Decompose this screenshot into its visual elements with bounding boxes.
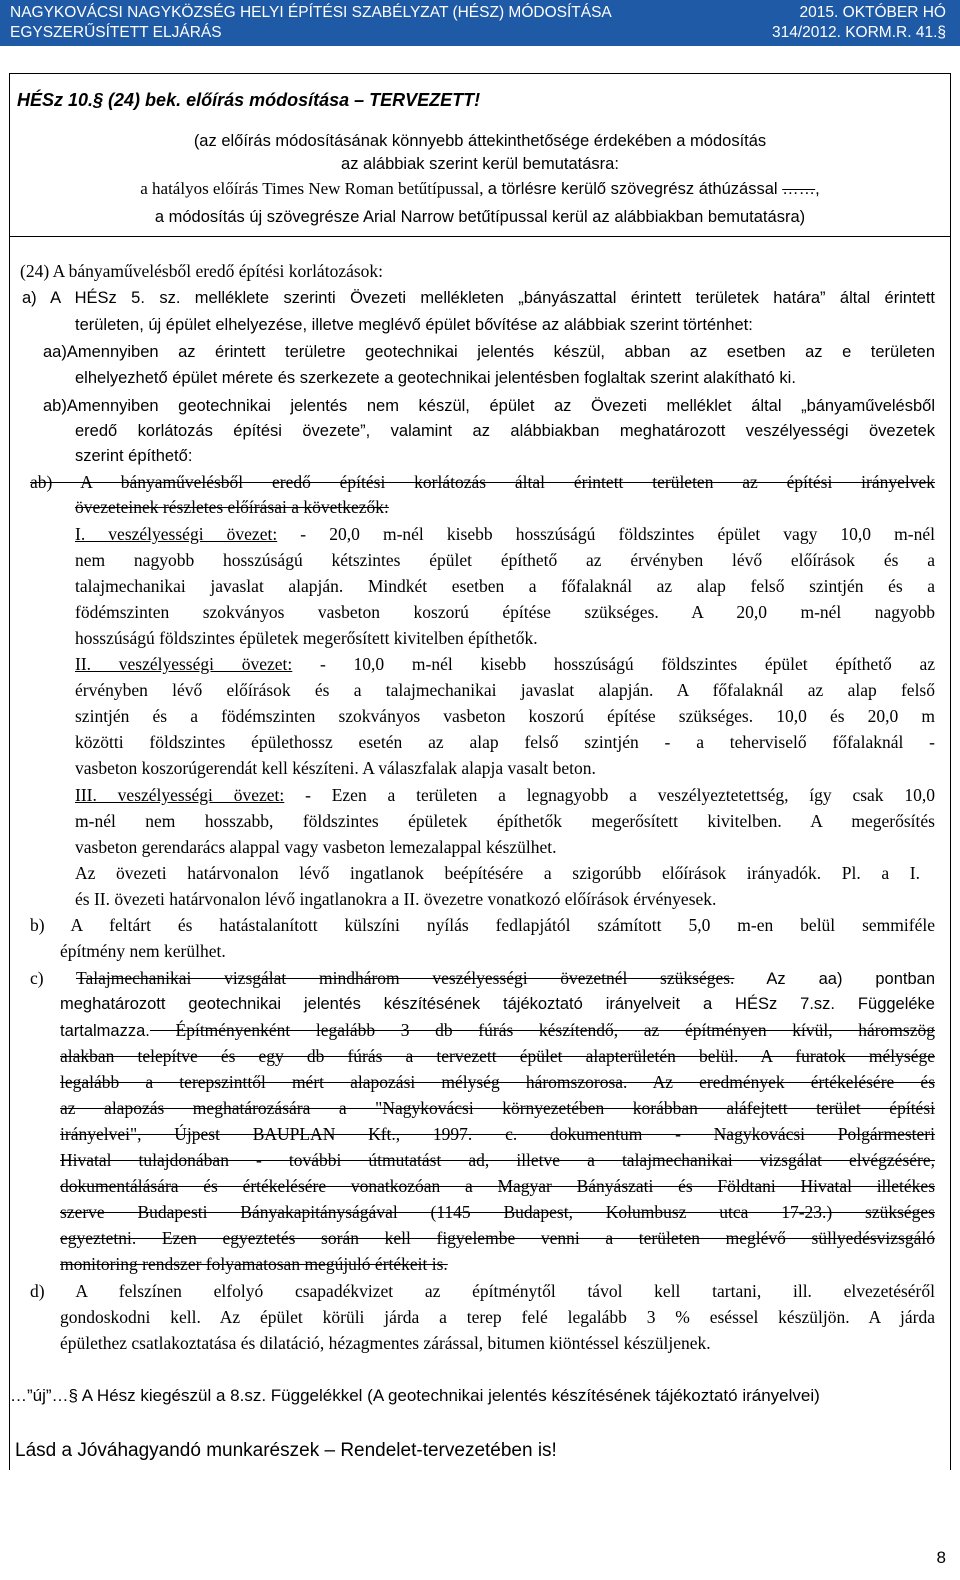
zone-1-line-4: födémszinten szokványos vasbeton koszorú építése szükséges. A 20,0 m-nél nagyobb: [75, 602, 935, 622]
border-rule-line-1: Az övezeti határvonalon lévő ingatlanok beépítésére a szigorúbb előírások irányadók. Pl. a I.: [75, 863, 920, 883]
intro-line-1: (az előírás módosításának könnyebb áttekinthetősége érdekében a módosítás: [193, 132, 767, 150]
border-rule-line-2: és II. övezeti határvonalon lévő ingatlanokra a II. övezetre vonatkozó előírások érvényesek.: [75, 889, 717, 909]
para-a-rest: melléklete szerinti Övezeti mellékleten „bányászattal érintett területek határa” által érintett: [180, 289, 936, 307]
para-a-line-2: területen, új épület elhelyezése, illetve meglévő épület bővítése az alábbiak szerint történhet:: [75, 316, 753, 334]
see-also-note: Lásd a Jóváhagyandó munkarészek – Rendelet-tervezetében is!: [15, 1440, 557, 1461]
para-c-line-6: az alapozás meghatározására a "Nagykovácsi környezetében korábban aláfejtett terület építési: [60, 1098, 935, 1118]
para-c-deleted-2: Építményenként legalább 3 db fúrás készítendő, az építményen kívül, háromszög: [149, 1020, 935, 1040]
intro-strike-note: a törlésre kerülő szövegrész áthúzással: [487, 180, 783, 198]
intro-comma: ,: [815, 180, 820, 198]
header-title: NAGYKOVÁCSI NAGYKÖZSÉG HELYI ÉPÍTÉSI SZABÉLYZAT (HÉSZ) MÓDOSÍTÁSA: [10, 4, 612, 21]
para-aa-line-2: elhelyezhető épület mérete és szerkezete a geotechnikai jelentésben foglaltak szerint alakítható ki.: [75, 369, 796, 387]
intro-line-4: a módosítás új szövegrésze Arial Narrow betűtípussal kerül az alábbiakban bemutatásra): [154, 208, 806, 226]
para-c-line-10: szerve Budapesti Bányakapitányságával (1145 Budapest, Kolumbusz utca 17-23.) szükséges: [60, 1202, 935, 1222]
para-c-line-3: [60, 1018, 935, 1044]
zone-2-line-5: vasbeton koszorúgerendát kell készíteni. A válaszfalak alapja vasalt beton.: [75, 758, 596, 778]
para-a-line-1: [22, 286, 935, 310]
zone-1-label: I. veszélyességi övezet:: [75, 524, 278, 544]
deleted-ab-line-1: ab) A bányaművelésből eredő építési korlátozás által érintett területen az építési irányelvek: [30, 472, 935, 492]
para-ab-line-3: szerint építhető:: [75, 447, 193, 465]
zone-3-text: - Ezen a területen a legnagyobb a veszélyeztetettség, így csak 10,0: [284, 785, 935, 805]
para-c-line-1: [30, 966, 935, 991]
zone-3-line-3: vasbeton gerendarács alappal vagy vasbeton lemezalappal készülhet.: [75, 837, 557, 857]
zone-1-text: - 20,0 m-nél kisebb hosszúságú földszintes épület vagy 10,0 m-nél: [277, 524, 935, 544]
para-d-line-3: épülethez csatlakoztatása és dilatáció, hézagmentes zárással, bitumen kiöntéssel készüljenek.: [60, 1333, 711, 1353]
para-c-label: c): [30, 968, 76, 988]
para-c-line-12: monitoring rendszer folyamatosan megújuló értékeit is.: [60, 1254, 448, 1274]
intro-line-3: [30, 177, 930, 201]
para-c-line-11: egyeztetni. Ezen egyeztetés során kell figyelembe venni a területen meglévő süllyedésvizsgáló: [60, 1228, 935, 1248]
para-ab-line-2: eredő korlátozás építési övezete”, valamint az alábbiakban meghatározott veszélyességi övezetek: [75, 422, 935, 440]
appendix-note: …”új”…§ A Hész kiegészül a 8.sz. Függelékkel (A geotechnikai jelentés készítésének tájékoztató irányelvei): [10, 1386, 820, 1405]
para-c-deleted-1: Talajmechanikai vizsgálat mindhárom veszélyességi övezetnél szükséges.: [75, 968, 735, 988]
para-a-prefix: a) A HÉSz 5. sz.: [22, 289, 181, 307]
para-d-line-1: d) A felszínen elfolyó csapadékvizet az építménytől távol kell tartani, ill. elvezetéséről: [30, 1281, 935, 1301]
intro-line-2: az alábbiak szerint kerül bemutatásra:: [341, 155, 619, 173]
para-aa-line-1: aa)Amennyiben az érintett területre geotechnikai jelentés készül, abban az esetben az e területen: [43, 343, 935, 361]
header-procedure: EGYSZERŰSÍTETT ELJÁRÁS: [10, 24, 222, 41]
zone-1-line-2: nem nagyobb hosszúságú kétszintes épület építhető az érvényben lévő előírások és a: [75, 550, 935, 570]
body-heading: (24) A bányaművelésből eredő építési korlátozások:: [20, 261, 384, 281]
zone-2-line-3: szintjén és a födémszinten szokványos vasbeton koszorú építése szükséges. 10,0 és 20,0 m: [75, 706, 935, 726]
zone-3-line-1: [75, 783, 935, 807]
page-header: [0, 0, 960, 46]
section-title: HÉSz 10.§ (24) bek. előírás módosítása – TERVEZETT!: [17, 90, 481, 110]
header-date: 2015. OKTÓBER HÓ: [799, 4, 946, 21]
para-c-line-2: meghatározott geotechnikai jelentés készítésének tájékoztató irányelveit a HÉSz 7.sz. Függeléke: [60, 995, 935, 1013]
para-c-new-1: Az aa) pontban: [734, 970, 936, 988]
header-regulation: 314/2012. KORM.R. 41.§: [771, 24, 946, 41]
intro-times-text: a hatályos előírás Times New Roman betűtípussal,: [140, 179, 488, 198]
para-c-line-9: dokumentálására és értékelésére vonatkozóan a Magyar Bányászati és Földtani Hivatal illetékes: [60, 1176, 935, 1196]
para-c-line-4: alakban telepítve és egy db fúrás a tervezett épület alapterületén belül. A furatok mélysége: [60, 1046, 935, 1066]
para-b-line-2: építmény nem kerülhet.: [60, 941, 226, 961]
zone-3-line-2: m-nél nem hosszabb, földszintes épületek építhetők megerősített kivitelben. A megerősítés: [75, 811, 935, 831]
zone-1-line-1: [75, 522, 935, 546]
para-c-line-7: irányelvei", Újpest BAUPLAN Kft., 1997. c. dokumentum - Nagykovácsi Polgármesteri: [60, 1124, 935, 1144]
para-ab-line-1: ab)Amennyiben geotechnikai jelentés nem készül, épület az Övezeti melléklet által „bányaművelésből: [43, 397, 935, 415]
zone-2-line-2: érvényben lévő előírások és a talajmechanikai javaslat alapján. A főfalaknál az alap felső: [75, 680, 935, 700]
zone-3-label: III. veszélyességi övezet:: [75, 785, 285, 805]
zone-1-line-5: hosszúságú földszintes épületek megerősített kivitelben építhetők.: [75, 628, 538, 648]
zone-2-line-1: [75, 652, 935, 676]
zone-2-text: - 10,0 m-nél kisebb hosszúságú földszintes épület építhető az: [292, 654, 935, 674]
deleted-ab-line-2: övezeteinek részletes előírásai a következők:: [75, 497, 389, 517]
zone-1-line-3: talajmechanikai javaslat alapján. Mindkét esetben a főfalaknál az alap felső szintjén és a: [75, 576, 935, 596]
para-c-line-5: legalább a terepszinttől mért alapozási mélység háromszorosa. Az eredmények értékelésére és: [60, 1072, 935, 1092]
para-b-line-1: b) A feltárt és hatástalanított külszíni nyílás fedlapjától számított 5,0 m-en belül semmiféle: [30, 915, 935, 935]
intro-strike-sample: ……: [782, 180, 816, 198]
para-c-new-3: tartalmazza.: [60, 1022, 150, 1040]
para-d-line-2: gondoskodni kell. Az épület körüli járda a terep felé legalább 3 % eséssel készüljön. A járda: [60, 1307, 935, 1327]
zone-2-line-4: közötti földszintes épülethossz esetén az alap felső szintjén - a teherviselő főfalaknál -: [75, 732, 935, 752]
frame-divider: [9, 236, 950, 237]
zone-2-label: II. veszélyességi övezet:: [75, 654, 293, 674]
page-number: 8: [936, 1548, 946, 1567]
para-c-line-8: Hivatal tulajdonában - további útmutatást ad, illetve a talajmechanikai vizsgálat elvégzésére,: [60, 1150, 935, 1170]
